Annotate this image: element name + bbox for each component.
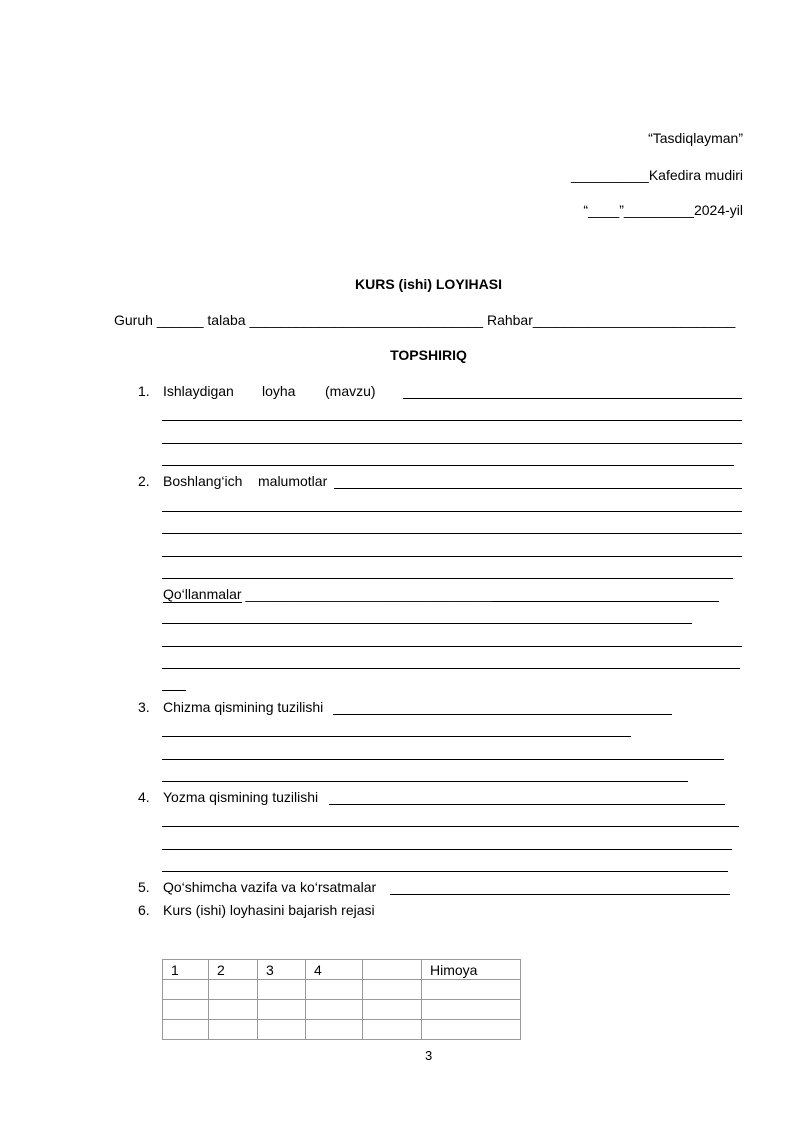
plan-cell[interactable] (363, 980, 422, 1000)
item-3-label: Chizma qismining tuzilishi (163, 699, 324, 715)
item-2-fill-line (162, 578, 733, 579)
item-2-fill-line (334, 488, 742, 489)
manuals-fill-line (492, 601, 719, 602)
plan-cell[interactable] (422, 1020, 521, 1040)
department-head-line (571, 167, 743, 183)
department-head-label: Kafedira mudiri (648, 167, 743, 183)
item-6-number: 6. (138, 902, 150, 918)
plan-cell[interactable] (258, 1020, 306, 1040)
plan-cell[interactable] (163, 1020, 209, 1040)
item-2-fill-line (162, 511, 742, 512)
plan-cell[interactable] (258, 980, 306, 1000)
item-2-fill-line (162, 533, 742, 534)
plan-cell[interactable] (209, 1000, 258, 1020)
manuals-blank: ________________________________ (245, 586, 495, 602)
plan-table (162, 959, 521, 1040)
approval-date-line (583, 202, 743, 218)
item-2-fill-line (162, 556, 742, 557)
plan-table-row (163, 1000, 521, 1020)
manuals-label: Qo‘llanmalar (163, 586, 242, 602)
plan-cell[interactable] (363, 1020, 422, 1040)
manuals-fill-line (162, 623, 692, 624)
item-2-word-1: Boshlang‘ich (163, 473, 243, 489)
plan-cell[interactable] (306, 980, 363, 1000)
department-head-blank: __________ (570, 167, 649, 183)
date-close-quote: ” (619, 202, 624, 218)
item-5-label: Qo‘shimcha vazifa va ko‘rsatmalar (163, 879, 377, 895)
manuals-fill-line (162, 646, 742, 647)
plan-cell[interactable] (163, 980, 209, 1000)
plan-table-header-row (163, 960, 521, 980)
plan-table-row (163, 1020, 521, 1040)
item-1-word-1: Ishlaydigan (163, 383, 234, 399)
plan-cell[interactable] (258, 1000, 306, 1020)
item-3-fill-line (162, 736, 631, 737)
plan-cell[interactable] (422, 980, 521, 1000)
plan-header-cell: 3 (258, 960, 306, 980)
item-5-fill-line (390, 894, 730, 895)
plan-table-row (163, 980, 521, 1000)
plan-cell[interactable] (306, 1020, 363, 1040)
item-3-fill-line (162, 759, 724, 760)
item-1-number: 1. (138, 383, 150, 399)
task-heading: TOPSHIRIQ (390, 347, 467, 363)
manuals-fill-line (162, 668, 740, 669)
group-label: Guruh (114, 312, 153, 328)
item-4-label: Yozma qismining tuzilishi (163, 789, 319, 805)
item-1-fill-line (162, 465, 734, 466)
item-4-fill-line (329, 804, 725, 805)
page-number: 3 (425, 1048, 433, 1063)
item-2-number: 2. (138, 473, 150, 489)
date-day-blank: ____ (588, 202, 620, 218)
group-blank: ______ (156, 312, 204, 328)
manuals-line (163, 586, 495, 603)
item-6-label: Kurs (ishi) loyhasini bajarish rejasi (163, 902, 375, 918)
plan-cell[interactable] (163, 1000, 209, 1020)
plan-header-cell: 4 (306, 960, 363, 980)
manuals-fill-line (162, 690, 186, 691)
plan-header-cell: 1 (163, 960, 209, 980)
plan-cell[interactable] (422, 1000, 521, 1020)
plan-header-cell: 2 (209, 960, 258, 980)
item-5-number: 5. (138, 879, 150, 895)
plan-cell[interactable] (209, 1020, 258, 1040)
item-1-fill-line (162, 443, 742, 444)
plan-cell[interactable] (209, 980, 258, 1000)
item-4-fill-line (162, 826, 739, 827)
student-label: talaba (207, 312, 246, 328)
plan-cell[interactable] (363, 1000, 422, 1020)
item-1-fill-line (162, 420, 742, 421)
item-2-word-2: malumotlar (258, 473, 328, 489)
group-student-supervisor-line (114, 312, 735, 328)
date-open-quote: “ (583, 202, 589, 218)
item-3-fill-line (333, 714, 672, 715)
item-1-word-2: loyha (262, 383, 296, 399)
item-3-number: 3. (138, 699, 150, 715)
document-title: KURS (ishi) LOYIHASI (354, 276, 502, 292)
item-4-fill-line (162, 871, 728, 872)
item-1-fill-line (403, 398, 742, 399)
date-year: 2024-yil (693, 202, 743, 218)
approval-title: “Tasdiqlayman” (648, 130, 743, 146)
item-1-word-3: (mavzu) (325, 383, 376, 399)
supervisor-label: Rahbar (486, 312, 533, 328)
item-4-fill-line (162, 849, 732, 850)
student-blank: ______________________________ (249, 312, 484, 328)
supervisor-blank: __________________________ (532, 312, 736, 328)
item-3-fill-line (162, 781, 688, 782)
plan-header-cell: Himoya (422, 960, 521, 980)
item-4-number: 4. (138, 789, 150, 805)
date-month-blank: _________ (623, 202, 694, 218)
plan-header-cell (363, 960, 422, 980)
plan-cell[interactable] (306, 1000, 363, 1020)
